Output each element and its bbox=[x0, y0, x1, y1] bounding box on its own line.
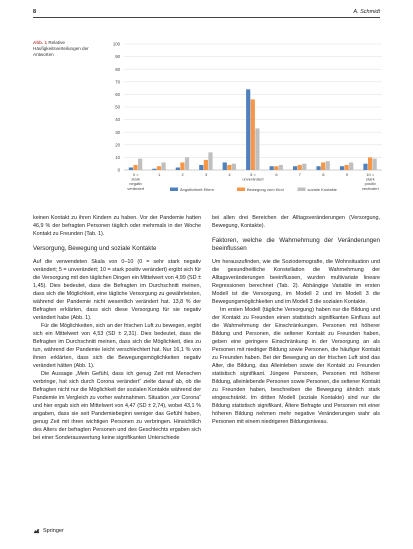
springer-horse-icon bbox=[33, 528, 40, 534]
text-column-left bbox=[33, 214, 201, 442]
y-tick-label: 70 bbox=[115, 79, 120, 85]
y-tick-label: 30 bbox=[115, 129, 120, 135]
bar bbox=[223, 162, 227, 170]
bar bbox=[340, 166, 344, 170]
bar bbox=[161, 162, 165, 170]
section-heading: Faktoren, welche die Wahrnehmung der Veränderungen beeinflussen bbox=[212, 237, 380, 252]
bar bbox=[363, 164, 367, 170]
bar bbox=[321, 162, 325, 170]
legend-swatch bbox=[237, 188, 245, 192]
y-tick-label: 60 bbox=[115, 92, 120, 97]
paragraph: bei allen drei Bereichen der Alltagsveränderungen (Versorgung, Bewegung, Kontakte). bbox=[212, 215, 380, 229]
x-tick-label: 6 bbox=[275, 172, 278, 177]
legend-swatch bbox=[170, 188, 178, 192]
bar bbox=[180, 162, 184, 170]
paragraph: Die Aussage „Mein Gefühl, dass ich genug Zeit mit Menschen verbringe, hat sich durch Corona verändert“ zielte darauf ab, ob die Befragten nicht nur die Möglichkeit der sozialen Kontakte während der Pandemie im Vergleich zu vorher wahrnahmen. Situation „vor Corona“ und hier ergab sich ein Mittelwert von 4,47 (SD ± 2,74), wobei 43,1 % angaben, dass sie seit Pandemiebeginn weniger das Gefühl haben, genug Zeit mit ihren wichtigen Personen zu verbringen. Hinsichtlich des Alters der befragten Personen und des Geschlechts ergaben sich bei einer Sonderauswertung keine signifikanten Unterschiede bbox=[33, 371, 201, 441]
y-tick-label: 40 bbox=[115, 117, 120, 123]
x-tick-label: 7 bbox=[298, 172, 302, 177]
y-tick-label: 100 bbox=[112, 41, 120, 47]
y-tick-label: 50 bbox=[115, 104, 120, 110]
chart-bars bbox=[129, 89, 377, 170]
figure-caption bbox=[33, 40, 97, 59]
x-tick-label: 1 bbox=[158, 172, 161, 177]
x-tick-label: 2 bbox=[181, 172, 184, 177]
header-rule bbox=[33, 17, 380, 18]
section-heading: Versorgung, Bewegung und soziale Kontakte bbox=[33, 245, 157, 252]
bar bbox=[208, 152, 212, 170]
y-tick-label: 0 bbox=[117, 167, 120, 173]
paragraph: Um herauszufinden, wie die Soziodemografie, die Wohnsituation und die gesundheitliche Konstellation die Wahrnehmung der Alltagsveränderungen beeinflussen, wurden multivariate lineare Regressionen berechnet (Tab. 2). Abhängige Variable im ersten Modell ist die Versorgung, im Modell 2 und im Modell 3 die Bewegungsmöglichkeiten und im Modell 3 die sozialen Kontakte. bbox=[212, 259, 380, 305]
y-axis-ticks bbox=[113, 42, 121, 173]
bar bbox=[298, 165, 302, 170]
bar bbox=[176, 167, 180, 170]
bar bbox=[246, 89, 250, 170]
x-tick-label: 3 bbox=[204, 172, 208, 177]
page-number: 8 bbox=[33, 9, 37, 15]
paragraph: keinen Kontakt zu ihren Kindern zu haben. Vor der Pandemie hatten 46,9 % der befragten Personen täglich oder mehrmals in der Woche Kontakt zu Freunden (Tab. 1). bbox=[33, 215, 201, 237]
bar bbox=[302, 164, 306, 170]
bar bbox=[279, 165, 283, 170]
bar bbox=[227, 165, 231, 170]
bar bbox=[270, 166, 274, 170]
y-tick-label: 90 bbox=[115, 54, 120, 60]
bar bbox=[204, 160, 208, 170]
x-tick-label: 10 = stark positiv verändert bbox=[361, 172, 379, 191]
bar bbox=[274, 166, 278, 170]
figure-label: Abb. 1 bbox=[33, 40, 48, 45]
bar bbox=[316, 166, 320, 170]
bar bbox=[293, 166, 297, 170]
x-tick-label: 8 bbox=[322, 172, 325, 177]
bar bbox=[326, 161, 330, 170]
chart-legend bbox=[170, 187, 338, 192]
bar bbox=[251, 99, 255, 170]
legend-label: soziale Kontakte bbox=[307, 187, 337, 192]
bar bbox=[138, 159, 142, 170]
x-tick-label: 5 = unverändert bbox=[242, 172, 264, 182]
legend-label: Bewegung zum Kind bbox=[247, 187, 284, 192]
y-tick-label: 80 bbox=[115, 66, 120, 72]
bar bbox=[373, 159, 377, 170]
bar bbox=[232, 164, 236, 170]
paragraph: Im ersten Modell (tägliche Versorgung) haben nur die Bildung und der Kontakt zu Freunden einen statistisch signifikanten Einfluss auf die Wahrnehmung der Einschränkungen. Personen mit höherer Bildung und Personen, die seltener Kontakt zu Freunden haben, geben eine geringere Einschränkung in der Versorgung an als Personen mit niedriger Bildung sowie Personen, die häufiger Kontakt zu Freunden haben. Bei der Bewegung an der frischen Luft sind das Alter, die Bildung, das Alleinleben sowie der Kontakt zu Freunden statistisch signifikant. Jüngere Personen, Personen mit höherer Bildung, alleinlebende Personen sowie Personen, die seltener Kontakt zu Freunden haben, beschreiben die Bewegung ähnlich stark eingeschränkt. Im dritten Modell (soziale Kontakte) sind nur die Bildung statistisch signifikant, Ältere Befragte und Personen mit einer höheren Bildung nehmen mehr negative Veränderungen wahr als Personen mit einem niedrigeren Bildungsniveau. bbox=[212, 307, 380, 425]
bar bbox=[255, 128, 259, 170]
publisher-name: Springer bbox=[43, 528, 64, 534]
figure-caption-text: Relative Häufigkeitsverteilungen der Antworten bbox=[33, 40, 89, 58]
paragraph: Für die Möglichkeiten, sich an der frischen Luft zu bewegen, ergibt sich ein Mittelwert von 4,53 (SD ± 2,31). Dies bedeutet, dass die Befragten im Durchschnitt meinen, dass sich die Möglichkeit, dies zu tun, während der Pandemie leicht verschlechtert hat. Nur 16,1 % von ihnen erklärten, dass sich die Bewegungsmöglichkeiten negativ verändert hätten (Abb. 1). bbox=[33, 323, 201, 369]
running-header-author: A. Schmidt bbox=[353, 9, 380, 15]
x-tick-label: 9 bbox=[345, 172, 348, 177]
bar bbox=[133, 165, 137, 170]
bar bbox=[152, 169, 156, 170]
bar bbox=[345, 165, 349, 170]
bar bbox=[157, 166, 161, 170]
bar bbox=[368, 157, 372, 170]
y-tick-label: 20 bbox=[115, 142, 120, 148]
legend-label: Ängstlichkeit Eltern bbox=[180, 187, 215, 192]
bar bbox=[349, 162, 353, 170]
x-tick-label: 4 bbox=[228, 172, 231, 177]
bar bbox=[185, 157, 189, 170]
x-tick-label: 0 = stark negativ verändert bbox=[127, 172, 145, 191]
legend-swatch bbox=[298, 188, 306, 192]
bar-chart bbox=[100, 35, 385, 197]
y-tick-label: 10 bbox=[115, 155, 120, 160]
publisher-logo bbox=[33, 528, 64, 534]
bar bbox=[129, 167, 133, 170]
text-column-right bbox=[212, 214, 380, 426]
bar bbox=[199, 165, 203, 170]
paragraph: Auf die verwendeten Skala von 0–10 (0 = sehr stark negativ verändert; 5 = unverändert; 10 = stark positiv verändert) ergibt sich für die Versorgung mit den täglichen Dingen ein Mittelwert von 4,99 (SD ± 1,45). Dies bedeutet, dass die Befragten im Durchschnitt meinen, dass sich die Möglichkeit, eine tägliche Versorgung zu gewährleisten, während der Pandemie nicht wesentlich verändert hat. 13,8 % der Befragten erklärten, dass sich diese Versorgung für sie negativ verändert habe (Abb. 1). bbox=[33, 259, 201, 321]
